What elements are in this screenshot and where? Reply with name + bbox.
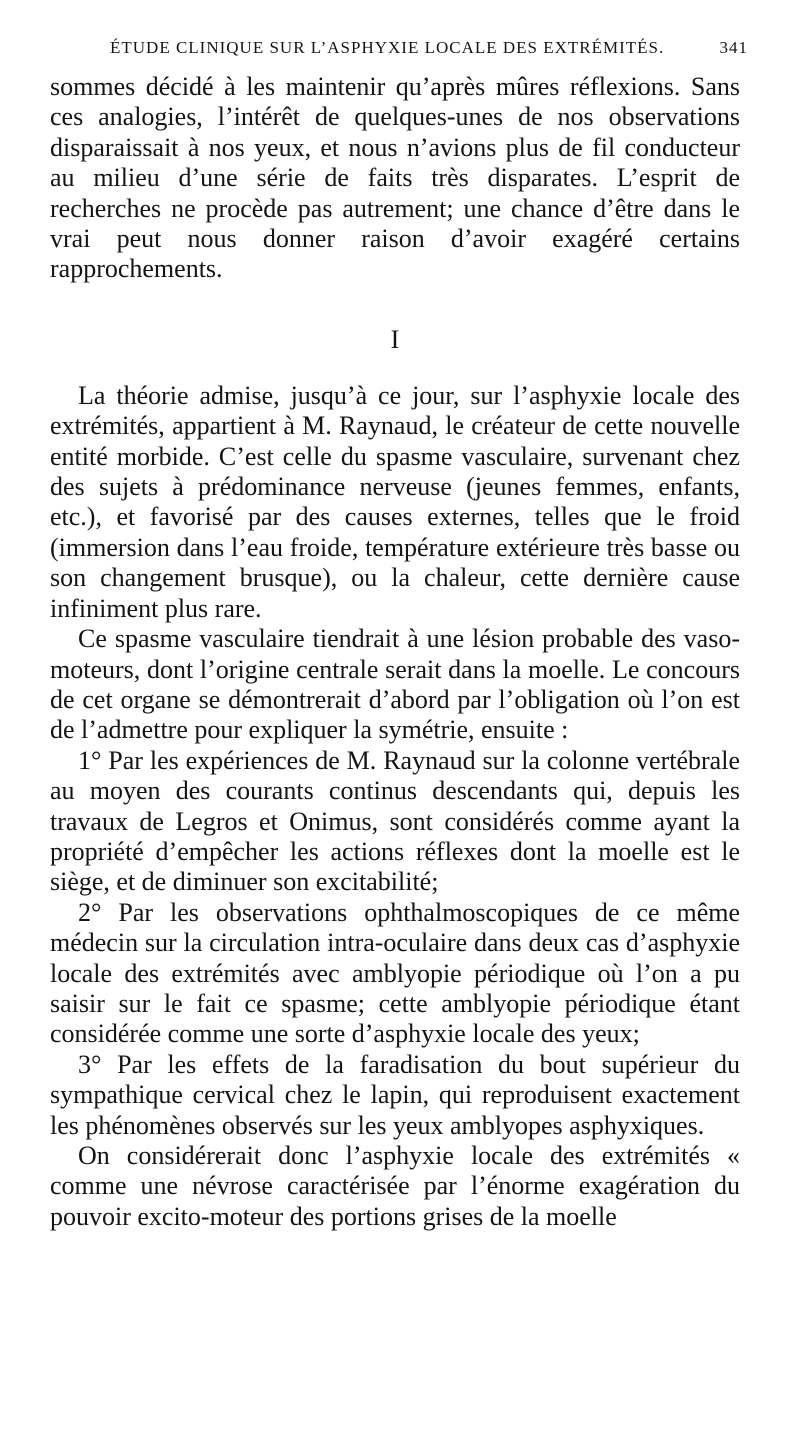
running-title: ÉTUDE CLINIQUE SUR L’ASPHYXIE LOCALE DES EXTRÉMITÉS. (110, 38, 665, 57)
paragraph-spasm: Ce spasme vasculaire tiendrait à une lésion probable des vaso-moteurs, dont l’origine centrale serait dans la moelle. Le concours de cet organe se démontrerait d’abord par l’obligation où l’on est de l’admettre pour expliquer la symétrie, ensuite : (50, 624, 740, 745)
running-header (110, 38, 748, 58)
book-page (50, 38, 748, 1232)
paragraph-theory: La théorie admise, jusqu’à ce jour, sur l’asphyxie locale des extrémités, appartient à M. Raynaud, le créateur de cette nouvelle entité morbide. C’est celle du spasme vasculaire, survenant chez des sujets à prédominance nerveuse (jeunes femmes, enfants, etc.), et favorisé par des causes externes, telles que le froid (immersion dans l’eau froide, température extérieure très basse ou son changement brusque), ou la chaleur, cette dernière cause infiniment plus rare. (50, 380, 740, 623)
paragraph-conclusion: On considérerait donc l’asphyxie locale des extrémités « comme une névrose caractérisée par l’énorme exagération du pouvoir excito-moteur des portions grises de la moelle (50, 1141, 740, 1231)
list-item-3: 3° Par les effets de la faradisation du bout supérieur du sympathique cervical chez le lapin, qui reproduisent exactement les phénomènes observés sur les yeux amblyopes asphyxiques. (50, 1049, 740, 1140)
list-item-1: 1° Par les expériences de M. Raynaud sur la colonne vertébrale au moyen des courants continus descendants qui, depuis les travaux de Legros et Onimus, sont considérés comme ayant la propriété d’empêcher les actions réflexes dont la moelle est le siège, et de diminuer son excitabilité; (50, 745, 740, 897)
paragraph-continued: sommes décidé à les maintenir qu’après mûres réflexions. Sans ces analogies, l’intérêt de quelques-unes de nos observations disparaissait à nos yeux, et nous n’avions plus de fil conducteur au milieu d’une série de faits très disparates. L’esprit de recherches ne procède pas autrement; une chance d’être dans le vrai peut nous donner raison d’avoir exagéré certains rapprochements. (50, 72, 740, 284)
page-number: 341 (719, 38, 748, 57)
section-number: I (390, 324, 400, 354)
list-item-2: 2° Par les observations ophthalmoscopiques de ce même médecin sur la circulation intra-oculaire dans deux cas d’asphyxie locale des extrémités avec amblyopie périodique où l’on a pu saisir sur le fait ce spasme; cette amblyopie périodique étant considérée comme une sorte d’asphyxie locale des yeux; (50, 897, 740, 1049)
